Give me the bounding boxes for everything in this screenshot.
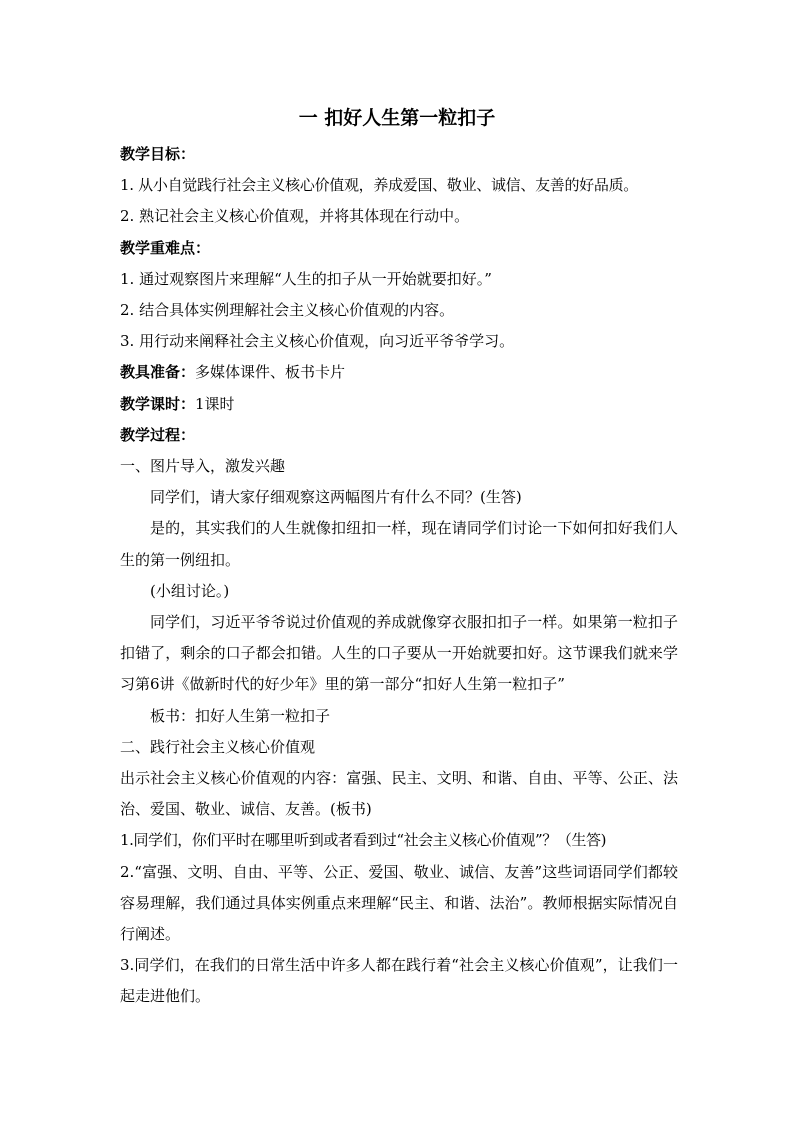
section1-paragraph: 同学们，习近平爷爷说过价值观的养成就像穿衣服扣扣子一样。如果第一粒扣子扣错了，剩余的口子都会扣错。人生的口子要从一开始就要扣好。这节课我们就来学习第6讲《做新时代的好少年》里的第一部分“扣好人生第一粒扣子” xyxy=(120,613,678,694)
section1-title: 一、图片导入，激发兴趣 xyxy=(120,457,286,476)
difficulty-item: 1. 通过观察图片来理解“人生的扣子从一开始就要扣好。” xyxy=(120,269,492,288)
tools-line xyxy=(120,357,678,388)
goal-item: 2. 熟记社会主义核心价值观，并将其体现在行动中。 xyxy=(120,207,470,226)
difficulty-heading: 教学重难点： xyxy=(120,238,211,257)
section2-title: 二、践行社会主义核心价值观 xyxy=(120,737,316,756)
document-body xyxy=(120,139,678,1013)
section1-paragraph: 同学们，请大家仔细观察这两幅图片有什么不同？(生答) xyxy=(150,488,522,507)
goals-heading: 教学目标： xyxy=(120,145,196,163)
hours-label: 教学课时： xyxy=(120,394,196,413)
hours-line xyxy=(120,389,678,420)
section2-paragraph: 3.同学们，在我们的日常生活中许多人都在践行着“社会主义核心价值观”，让我们一起走进他们。 xyxy=(120,956,678,1006)
section1-paragraph: 是的，其实我们的人生就像扣纽扣一样，现在请同学们讨论一下如何扣好我们人生的第一例纽扣。 xyxy=(120,519,678,569)
section1-paragraph: (小组讨论。) xyxy=(150,581,230,600)
tools-label: 教具准备： xyxy=(120,363,196,382)
hours-value: 1课时 xyxy=(195,394,235,413)
section2-paragraph: 出示社会主义核心价值观的内容：富强、民主、文明、和谐、自由、平等、公正、法治、爱国、敬业、诚信、友善。(板书) xyxy=(120,769,678,819)
goal-item: 1. 从小自觉践行社会主义核心价值观，养成爱国、敬业、诚信、友善的好品质。 xyxy=(120,176,638,195)
page-title: 一 扣好人生第一粒扣子 xyxy=(298,107,496,129)
blackboard-note: 板书：扣好人生第一粒扣子 xyxy=(150,706,331,725)
tools-value: 多媒体课件、板书卡片 xyxy=(195,363,346,382)
difficulty-item: 2. 结合具体实例理解社会主义核心价值观的内容。 xyxy=(120,301,455,320)
section2-paragraph: 2.“富强、文明、自由、平等、公正、爱国、敬业、诚信、友善”这些词语同学们都较容易理解，我们通过具体实例重点来理解“民主、和谐、法治”。教师根据实际情况自行阐述。 xyxy=(120,862,678,944)
section2-paragraph: 1.同学们，你们平时在哪里听到或者看到过“社会主义核心价值观”？（生答) xyxy=(120,831,607,850)
difficulty-item: 3. 用行动来阐释社会主义核心价值观，向习近平爷爷学习。 xyxy=(120,332,515,351)
process-heading: 教学过程： xyxy=(120,425,196,444)
